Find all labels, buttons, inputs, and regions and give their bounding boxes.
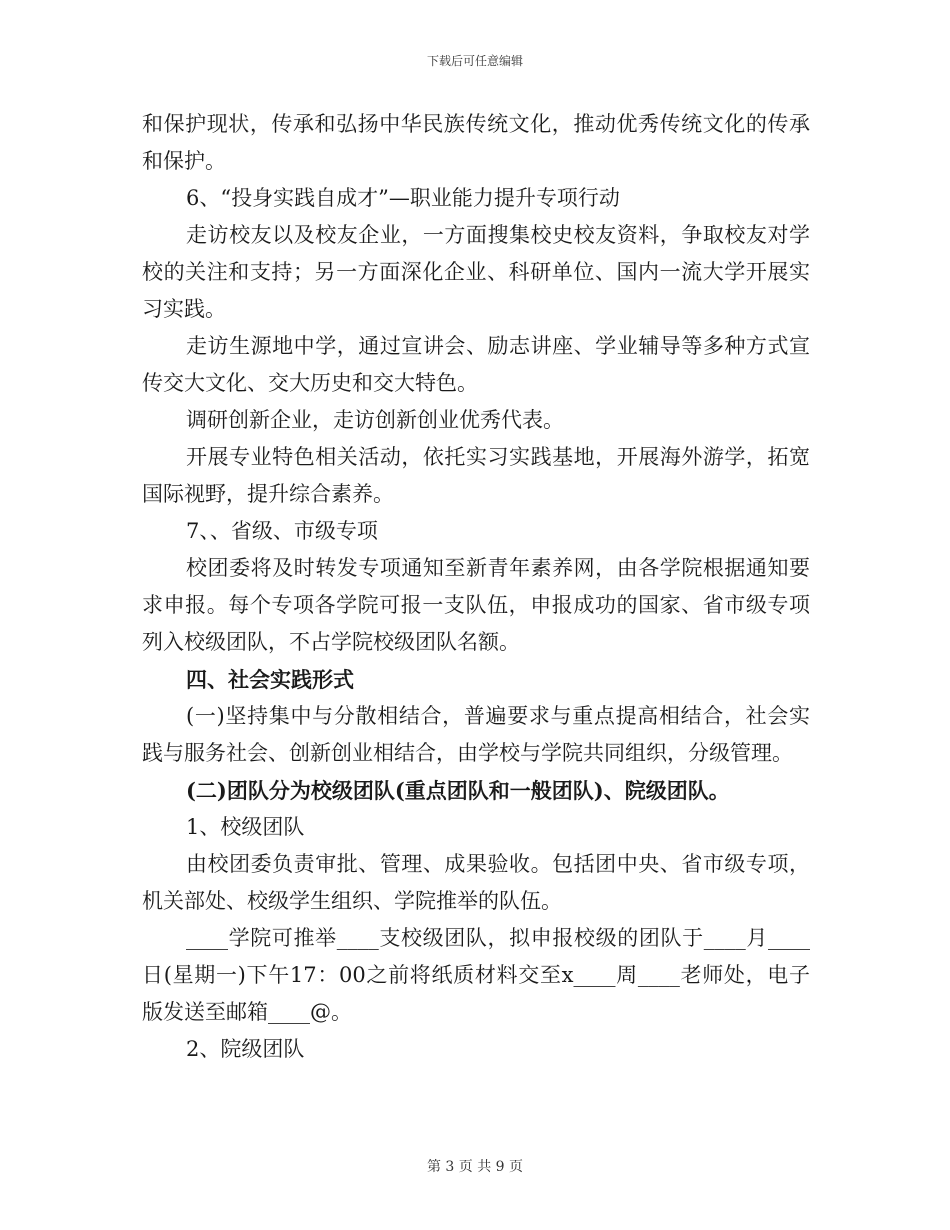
body-paragraph: 走访生源地中学，通过宣讲会、励志讲座、学业辅导等多种方式宣传交大文化、交大历史和交大特色。 (142, 334, 810, 395)
body-paragraph: 由校团委负责审批、管理、成果验收。包括团中央、省市级专项，机关部处、校级学生组织、学院推举的队伍。 (142, 852, 810, 913)
section-item-heading: 2、院级团队 (186, 1037, 305, 1061)
body-paragraph: 校团委将及时转发专项通知至新青年素养网，由各学院根据通知要求申报。每个专项各学院可报一支队伍，申报成功的国家、省市级专项列入校级团队，不占学院校级团队名额。 (142, 556, 810, 654)
body-paragraph: 开展专业特色相关活动，依托实习实践基地，开展海外游学，拓宽国际视野，提升综合素养。 (142, 445, 810, 506)
section-heading: 四、社会实践形式 (186, 667, 354, 692)
page-header: 下载后可任意编辑 (426, 54, 523, 68)
body-paragraph: 和保护现状，传承和弘扬中华民族传统文化，推动优秀传统文化的传承和保护。 (142, 112, 810, 173)
body-paragraph: 调研创新企业，走访创新创业优秀代表。 (186, 408, 564, 432)
document-body (142, 106, 810, 1068)
page-number: 第 3 页 共 9 页 (426, 1159, 524, 1175)
section-item-heading: 7、、省级、市级专项 (186, 519, 378, 543)
subsection-heading: (二)团队分为校级团队(重点团队和一般团队)、院级团队。 (186, 778, 730, 803)
section-item-heading: 6、“投身实践自成才”—职业能力提升专项行动 (186, 186, 620, 210)
body-paragraph: 走访校友以及校友企业，一方面搜集校史校友资料，争取校友对学校的关注和支持；另一方面深化企业、科研单位、国内一流大学开展实习实践。 (142, 223, 810, 321)
body-paragraph: (一)坚持集中与分散相结合，普遍要求与重点提高相结合，社会实践与服务社会、创新创业相结合，由学校与学院共同组织，分级管理。 (142, 704, 810, 765)
body-paragraph: ____学院可推举____支校级团队，拟申报校级的团队于____月____日(星期一)下午17：00之前将纸质材料交至x____周____老师处，电子版发送至邮箱____@。 (142, 926, 810, 1024)
section-item-heading: 1、校级团队 (186, 815, 305, 839)
